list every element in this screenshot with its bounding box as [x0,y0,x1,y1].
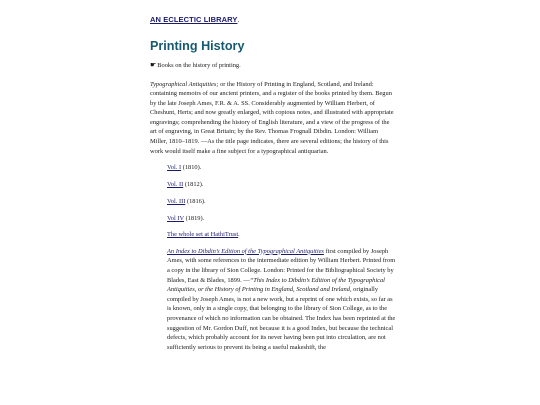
book-description-text: or the History of Printing in England, Scotland, and Ireland: containing memoirs of our ancient printers, and a register of the books printed by them. Begun by the late Joseph Ames, F.R. & A. SS. Considerably augmented by William Herbert, of Cheshunt, Herts; and now greatly enlarged, with copious notes, and illustrated with appropriate engravings; comprehending the history of English literature, and a view of the progress of the art of engraving, in Great Britain; by the Rev. Thomas Frognall Dibdin. London: William Miller, 1810–1819. —As the title page indicates, there are several editions; the history of this work would itself make a fine subject for a typographical antiquarian. [150,80,394,155]
hathitrust-link[interactable]: The whole set at HathiTrust [167,231,239,239]
volume-link-2[interactable]: Vol. II [167,181,184,189]
intro-text: Books on the history of printing. [157,62,241,69]
hathitrust-line [167,230,396,239]
volume-item [167,180,396,189]
volume-item [167,163,396,172]
volume-year: (1810). [181,164,202,172]
volume-link-4[interactable]: Vol IV [167,214,184,222]
book-description [150,80,396,157]
index-book-link[interactable]: An Index to Dibdin’s Edition of the Typographical Antiquities [167,247,324,255]
index-text-part1: first compiled by Joseph Ames, with some references to the intermediate edition by William Herbert. Printed from a copy in the library of Sion College. London: Printed for the Bibliographical Society by Blades, East & Blades, 1899. — [167,247,396,284]
site-home-link[interactable]: AN ECLECTIC LIBRARY [150,15,238,24]
page-title: Printing History [150,39,245,53]
intro-line [150,61,396,71]
content-column [150,9,396,352]
site-header-dot: . [237,15,240,24]
volume-list [167,163,396,352]
volume-year: (1812). [183,181,204,189]
index-description [167,247,396,353]
volume-year: (1819). [184,214,205,222]
volume-item [167,197,396,206]
site-header [150,9,396,27]
volume-link-3[interactable]: Vol. III [167,198,186,206]
pointing-hand-icon: ☛ [150,61,157,69]
book-title: Typographical Antiquities; [150,80,219,88]
hathitrust-period: . [238,231,240,239]
index-quote: “This Index to Dibdin’s Edition of the Typographical Antiquities, or the History of Printing in England, Scotland and Ireland, [167,276,385,294]
index-text-part2: originally compiled by Joseph Ames, is not a new work, but a reprint of one which exists, so far as is known, only in a single copy, that belonging to the library of Sion College, as to the provenance of which no information can be obtained. The Index has been reprinted at the suggestion of Mr. Gordon Duff, not because it is a good Index, but because the technical defects, which probably account for its never having been put into circulation, are not sufficiently serious to prevent its being a useful makeshift, the [167,286,396,351]
volume-year: (1816). [185,198,206,206]
volume-item [167,214,396,223]
volume-link-1[interactable]: Vol. I [167,164,182,172]
